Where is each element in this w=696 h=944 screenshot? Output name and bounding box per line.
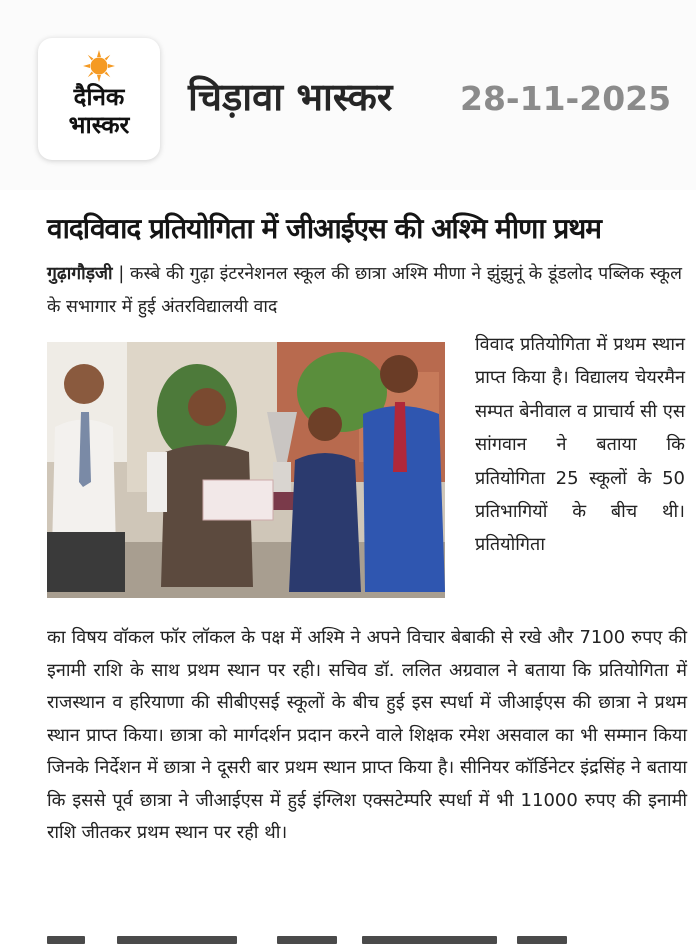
sun-icon [83, 50, 115, 82]
article-dateline: गुढ़ागौड़जी [47, 264, 113, 284]
edition-date: 28-11-2025 [460, 79, 672, 118]
article-photo [47, 342, 445, 598]
page-header [0, 0, 696, 190]
logo-line-1: दैनिक [73, 83, 125, 111]
logo-line-2: भास्कर [68, 111, 130, 139]
news-clipping [0, 190, 696, 944]
dainik-bhaskar-logo [38, 38, 160, 160]
article-headline: वादविवाद प्रतियोगिता में जीआईएस की अश्मि मीणा प्रथम [47, 212, 601, 245]
next-article-cutoff [47, 934, 687, 944]
award-ceremony-photo [47, 342, 445, 598]
article-intro [47, 258, 682, 324]
article-body: का विषय वॉकल फॉर लॉकल के पक्ष में अश्मि ने अपने विचार बेबाकी से रखे और 7100 रुपए की इनामी राशि के साथ प्रथम स्थान पर रही। सचिव डॉ. ललित अग्रवाल ने बताया कि प्रतियोगिता में राजस्थान व हरियाणा की सीबीएसई स्कूलों के बीच हुई इस स्पर्धा में जीआईएस की छात्रा ने प्रथम स्थान प्राप्त किया। छात्रा को मार्गदर्शन प्रदान करने वाले शिक्षक रमेश असवाल का भी सम्मान किया जिनके निर्देशन में छात्रा ने दूसरी बार प्रथम स्थान प्राप्त किया है। सीनियर कॉर्डिनेटर इंद्रसिंह ने बताया कि इससे पूर्व छात्रा ने जीआईएस में हुई इंग्लिश एक्सटेम्परि स्पर्धा में भी 11000 रुपए की इनामी राशि जीतकर प्रथम स्थान पर रही थी। [47, 627, 687, 843]
dateline-separator: | [118, 264, 130, 284]
article-intro-text: कस्बे की गुढ़ा इंटरनेशनल स्कूल की छात्रा अश्मि मीणा ने झुंझुनूं के डूंडलोद पब्लिक स्कूल के सभागार में हुई अंतरविद्यालयी वाद [47, 264, 682, 317]
edition-title: चिड़ावा भास्कर [188, 75, 393, 119]
article-side-column: विवाद प्रतियोगिता में प्रथम स्थान प्राप्त किया है। विद्यालय चेयरमैन सम्पत बेनीवाल व प्राचार्य सी एस सांगवान ने बताया कि प्रतियोगिता 25 स्कूलों के 50 प्रतिभागियों के बीच थी। प्रतियोगिता [475, 334, 685, 556]
